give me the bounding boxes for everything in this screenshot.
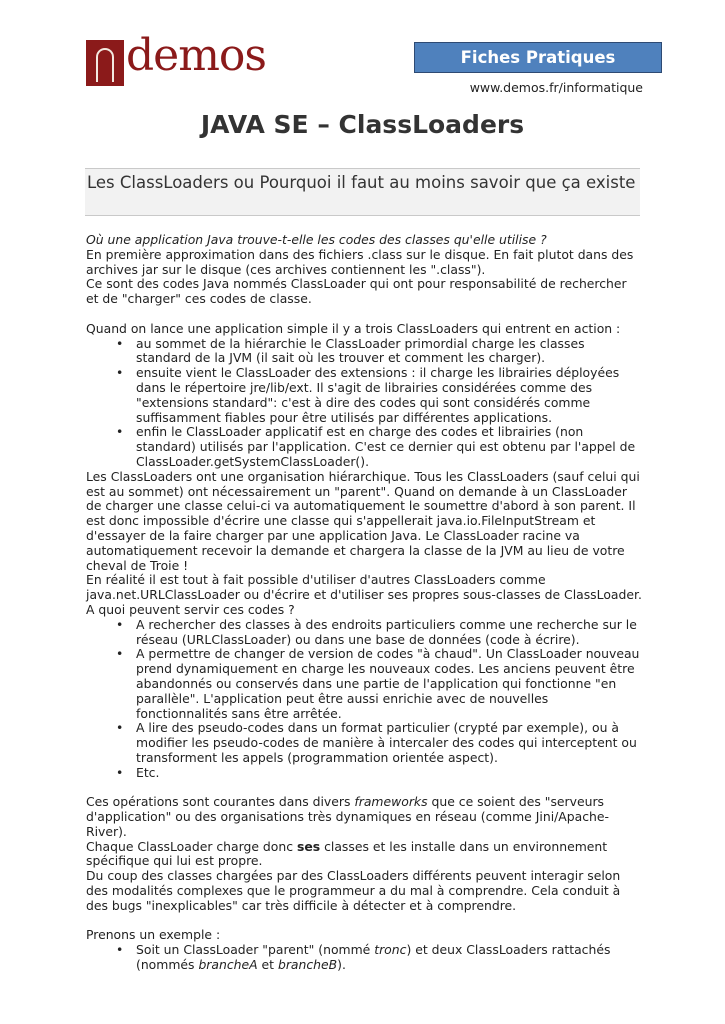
paragraph: Prenons un exemple :: [86, 927, 221, 943]
classloaders-list: [86, 337, 642, 470]
list-item: • A lire des pseudo-codes dans un format particulier (crypté par exemple), ou à modifier les pseudo-codes de manière à intercaler des codes qui interceptent ou transforment les appels (programmation orientée aspect).: [136, 721, 642, 765]
paragraph: En première approximation dans des fichiers .class sur le disque. En fait plutot dans des archives jar sur le disque (ces archives contiennent les ".class").: [86, 246, 634, 277]
logo-door-icon: [86, 40, 124, 86]
list-item: • Etc.: [136, 766, 642, 781]
list-item: • au sommet de la hiérarchie le ClassLoader primordial charge les classes standard de la JVM (il sait où les trouver et comment les charger).: [136, 337, 642, 367]
list-item: • A rechercher des classes à des endroits particuliers comme une recherche sur le réseau (URLClassLoader) ou dans une base de données (code à écrire).: [136, 618, 642, 648]
page-title: JAVA SE – ClassLoaders: [200, 110, 525, 139]
paragraph: Quand on lance une application simple il y a trois ClassLoaders qui entrent en action :: [86, 320, 621, 336]
demos-logo: [86, 30, 266, 88]
logo-text: demos: [126, 30, 266, 81]
fiches-pratiques-badge: Fiches Pratiques: [414, 42, 662, 73]
paragraph: Chaque ClassLoader charge donc ses classes et les installe dans un environnement spécifique qui lui est propre.: [86, 838, 608, 869]
list-item: • enfin le ClassLoader applicatif est en charge des codes et librairies (non standard) utilisés par l'application. C'est ce dernier qui est obtenu par l'appel de ClassLoader.getSystemClassLoader().: [136, 425, 642, 469]
paragraph: Ce sont des codes Java nommés ClassLoader qui ont pour responsabilité de rechercher et de "charger" ces codes de classe.: [86, 276, 627, 307]
paragraph: Du coup des classes chargées par des ClassLoaders différents peuvent interagir selon des modalités complexes que le programmeur a du mal à comprendre. Cela conduit à des bugs "inexplicables" car très difficile à détecter et à comprendre.: [86, 868, 621, 913]
section-heading-box: [85, 168, 640, 216]
paragraph: Les ClassLoaders ont une organisation hiérarchique. Tous les ClassLoaders (sauf celui qui est au sommet) ont nécessairement un "parent". Quand on demande à un ClassLoader de charger une classe celui-ci va automatiquement le soumettre d'abord à son parent. Il est donc impossible d'écrire une classe qui s'appellerait java.io.FileInputStream et d'essayer de la faire charger par une application Java. Le ClassLoader racine va automatiquement recevoir la demande et chargera la classe de la JVM au lieu de votre cheval de Troie !: [86, 468, 640, 573]
paragraph: A quoi peuvent servir ces codes ?: [86, 601, 295, 617]
uses-list: [86, 618, 642, 781]
list-item: • ensuite vient le ClassLoader des extensions : il charge les librairies déployées dans le répertoire jre/lib/ext. Il s'agit de librairies considérées comme des "extensions standard": c'est à dire des codes qui sont considérés comme suffisamment fiables pour être utilisés par différentes applications.: [136, 366, 642, 425]
website-url: www.demos.fr/informatique: [469, 80, 643, 95]
question-paragraph: Où une application Java trouve-t-elle les codes des classes qu'elle utilise ?: [86, 232, 547, 247]
paragraph: Ces opérations sont courantes dans divers frameworks que ce soient des "serveurs d'application" ou des organisations très dynamiques en réseau (comme Jini/Apache-River).: [86, 794, 610, 839]
document-body: [86, 233, 642, 973]
list-item: • Soit un ClassLoader "parent" (nommé tronc) et deux ClassLoaders rattachés (nommés brancheA et brancheB).: [136, 943, 642, 973]
list-item: • A permettre de changer de version de codes "à chaud". Un ClassLoader nouveau prend dynamiquement en charge les nouveaux codes. Les anciens peuvent être abandonnés ou conservés dans une partie de l'application qui fonctionne "en parallèle". L'application peut être aussi enrichie avec de nouvelles fonctionnalités sans être arrêtée.: [136, 647, 642, 721]
section-heading: Les ClassLoaders ou Pourquoi il faut au moins savoir que ça existe: [87, 173, 636, 192]
paragraph: En réalité il est tout à fait possible d'utiliser d'autres ClassLoaders comme java.net.URLClassLoader ou d'écrire et d'utiliser ses propres sous-classes de ClassLoader.: [86, 572, 642, 603]
example-list: [86, 943, 642, 973]
